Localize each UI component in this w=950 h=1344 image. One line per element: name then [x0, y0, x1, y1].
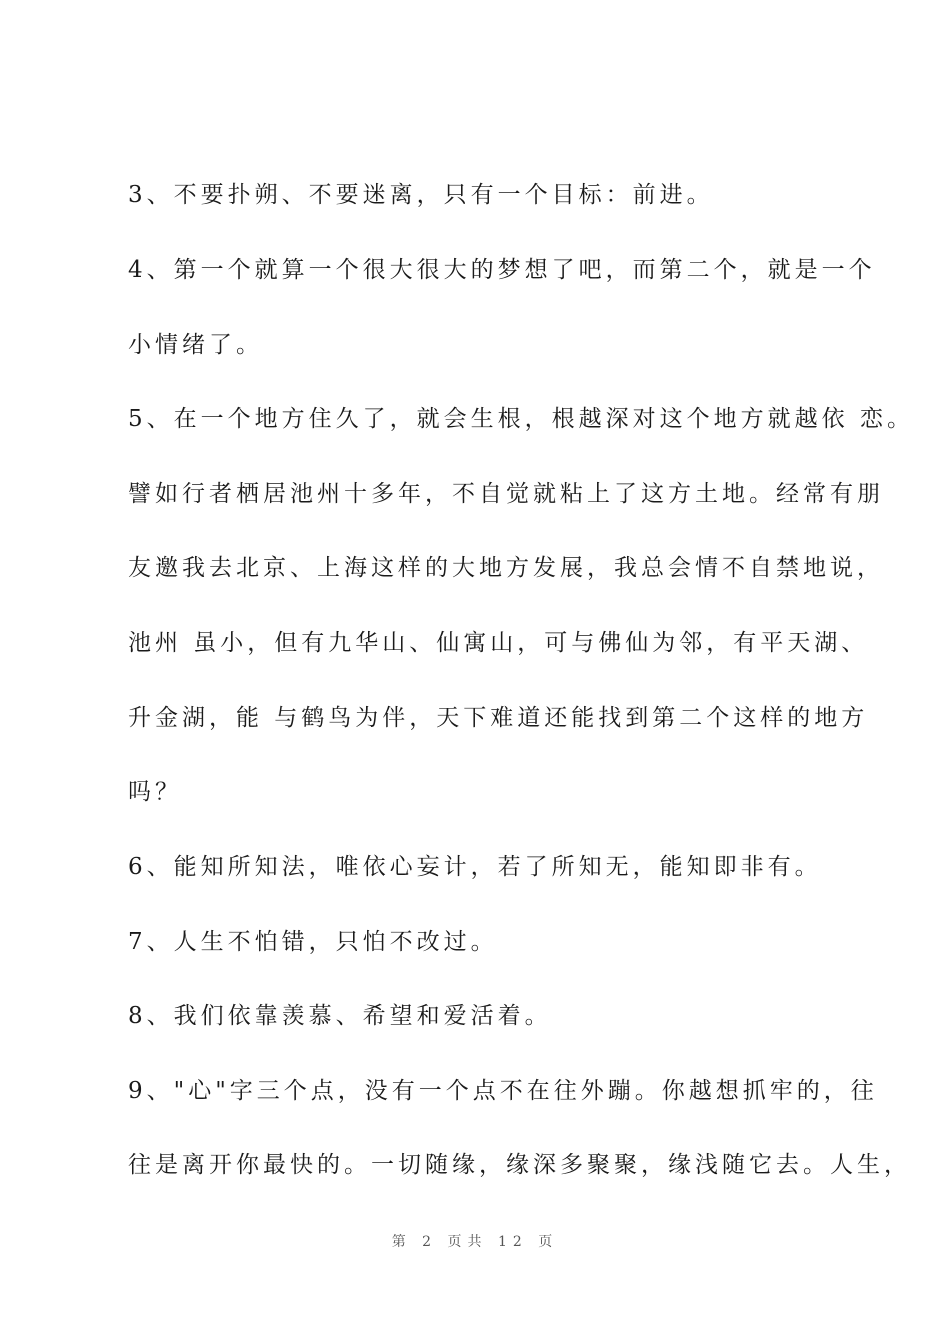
text-line-4: 5、在一个地方住久了，就会生根，根越深对这个地方就越依 恋。: [128, 406, 914, 432]
text-line-10: 6、能知所知法，唯依心妄计，若了所知无，能知即非有。: [128, 854, 822, 880]
text-line-7: 池州 虽小，但有九华山、仙寓山，可与佛仙为邻，有平天湖、: [128, 630, 869, 656]
text-line-11: 7、人生不怕错，只怕不改过。: [128, 929, 498, 955]
page-number-footer: 第 2 页共 12 页: [391, 1234, 559, 1250]
text-line-14: 往是离开你最快的。一切随缘，缘深多聚聚，缘浅随它去。人生，: [128, 1152, 911, 1178]
text-line-3: 小情绪了。: [128, 332, 263, 358]
text-line-6: 友邀我去北京、上海这样的大地方发展，我总会情不自禁地说，: [128, 555, 884, 581]
text-line-8: 升金湖，能 与鹤鸟为伴，天下难道还能找到第二个这样的地方: [128, 705, 869, 731]
text-line-12: 8、我们依靠羡慕、希望和爱活着。: [128, 1003, 552, 1029]
text-line-9: 吗？: [128, 779, 182, 805]
text-line-5: 譬如行者栖居池州十多年，不自觉就粘上了这方土地。经常有朋: [128, 481, 884, 507]
text-line-2: 4、第一个就算一个很大很大的梦想了吧，而第二个，就是一个: [128, 257, 876, 283]
text-line-1: 3、不要扑朔、不要迷离，只有一个目标：前进。: [128, 182, 714, 208]
text-line-13: 9、"心"字三个点，没有一个点不在往外蹦。你越想抓牢的，往: [128, 1078, 878, 1104]
